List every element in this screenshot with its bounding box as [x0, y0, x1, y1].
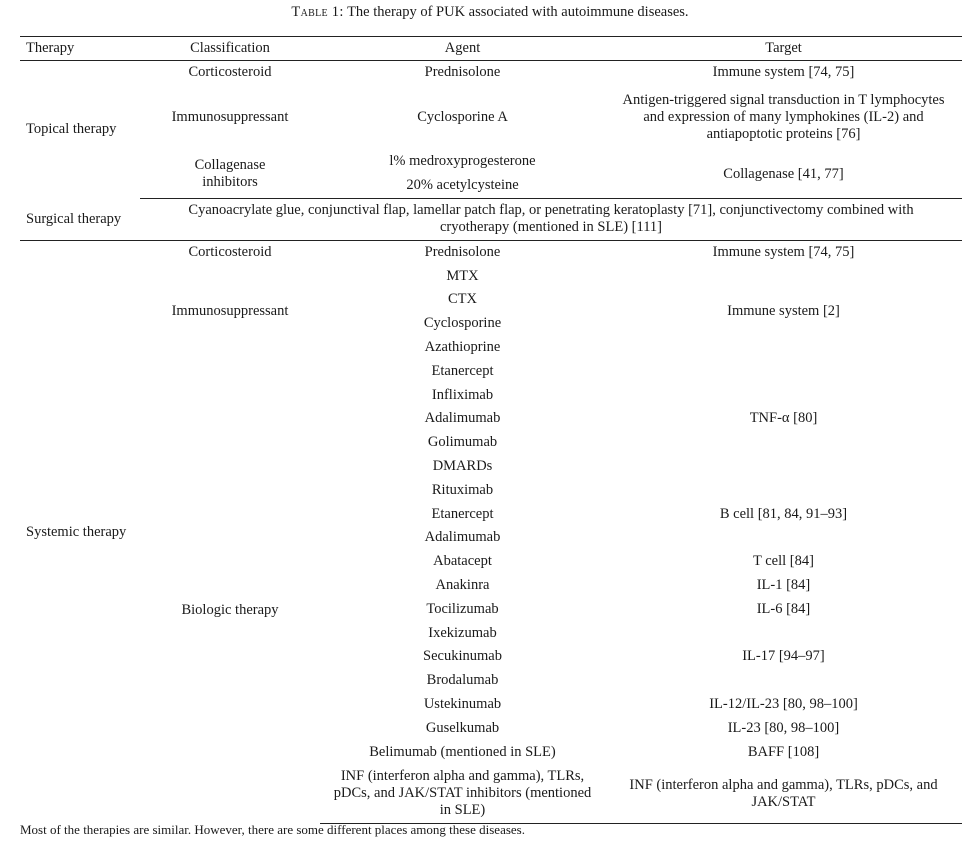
table-row	[20, 84, 962, 150]
target-cell: Immune system [74, 75]	[712, 64, 855, 81]
caption-label: Table 1:	[291, 4, 344, 20]
classification-cell: Immunosuppressant	[171, 108, 289, 125]
header-agent: Agent	[320, 37, 605, 61]
table-caption	[0, 4, 980, 21]
agent-cell: Rituximab	[431, 481, 494, 498]
therapy-cell: Systemic therapy	[26, 523, 127, 540]
agent-cell: Adalimumab	[424, 410, 501, 427]
table-row	[20, 198, 962, 240]
agent-cell: Etanercept	[431, 362, 494, 379]
header-target: Target	[605, 37, 962, 61]
target-cell: IL-12/IL-23 [80, 98–100]	[709, 695, 858, 712]
classification-cell: Immunosuppressant	[171, 303, 289, 320]
caption-text: The therapy of PUK associated with autoimmune diseases.	[347, 4, 689, 20]
agent-cell: Ustekinumab	[423, 695, 502, 712]
therapy-cell: Topical therapy	[26, 121, 117, 138]
header-row	[20, 37, 962, 61]
agent-cell: Guselkumab	[425, 719, 500, 736]
target-cell: IL-23 [80, 98–100]	[727, 719, 840, 736]
agent-cell: Prednisolone	[424, 64, 501, 81]
target-cell: Immune system [74, 75]	[712, 244, 855, 261]
therapy-cell: Surgical therapy	[20, 198, 140, 240]
surgical-description: Cyanoacrylate glue, conjunctival flap, lamellar patch flap, or penetrating keratoplasty [71], conjunctivectomy combined with cryotherapy (mentioned in SLE) [111]	[140, 198, 962, 240]
agent-cell: CTX	[448, 291, 477, 308]
classification-cell: Corticosteroid	[188, 64, 272, 81]
table-row	[20, 240, 962, 264]
target-cell: IL-1 [84]	[756, 576, 811, 593]
classification-cell: Collagenase inhibitors	[140, 150, 320, 198]
agent-cell: Prednisolone	[424, 244, 501, 261]
classification-cell: Biologic therapy	[181, 602, 279, 619]
surgical-section	[20, 198, 962, 240]
systemic-section	[20, 240, 962, 824]
agent-cell: Etanercept	[431, 505, 494, 522]
agent-cell	[320, 150, 605, 198]
table-footnote: Most of the therapies are similar. However, there are some different places among these diseases.	[20, 822, 525, 837]
agent-cell: Brodalumab	[426, 672, 499, 689]
target-cell: B cell [81, 84, 91–93]	[719, 505, 848, 522]
agent-cell: Anakinra	[435, 576, 490, 593]
header-therapy: Therapy	[20, 37, 140, 61]
target-cell: Antigen-triggered signal transduction in T lymphocytes and expression of many lymphokines (IL-2) and antiapoptotic proteins [76]	[622, 91, 945, 142]
target-cell: T cell [84]	[753, 553, 814, 570]
agent-cell: Adalimumab	[424, 529, 501, 546]
agent-item: l% medroxyprogesterone	[389, 153, 536, 170]
agent-cell: Belimumab (mentioned in SLE)	[369, 743, 556, 760]
therapy-table	[20, 36, 962, 824]
table-row	[20, 150, 962, 198]
agent-cell: Cyclosporine A	[417, 108, 508, 125]
agent-cell: INF (interferon alpha and gamma), TLRs, pDCs, and JAK/STAT inhibitors (mentioned in SLE)	[320, 764, 605, 824]
agent-cell: Azathioprine	[424, 338, 501, 355]
target-cell: BAFF [108]	[747, 743, 820, 760]
target-cell: IL-6 [84]	[756, 600, 811, 617]
classification-cell: Corticosteroid	[188, 244, 272, 261]
table-row	[20, 359, 962, 383]
target-cell: INF (interferon alpha and gamma), TLRs, pDCs, and JAK/STAT	[605, 764, 962, 824]
table-row	[20, 264, 962, 288]
agent-cell: Infliximab	[431, 386, 494, 403]
target-cell: TNF-α [80]	[749, 410, 818, 427]
topical-section	[20, 61, 962, 199]
agent-cell: Ixekizumab	[428, 624, 497, 641]
agent-cell: Abatacept	[433, 553, 492, 570]
table-row	[20, 61, 962, 85]
target-cell: Immune system [2]	[727, 303, 840, 320]
target-cell: IL-17 [94–97]	[742, 648, 825, 665]
target-cell: Collagenase [41, 77]	[605, 150, 962, 198]
agent-item: 20% acetylcysteine	[406, 177, 519, 194]
agent-cell: MTX	[446, 267, 479, 284]
agent-cell: Secukinumab	[423, 648, 502, 665]
agent-cell: Golimumab	[427, 434, 498, 451]
agent-cell: Tocilizumab	[426, 600, 499, 617]
agent-cell: Cyclosporine	[423, 315, 502, 332]
header-classification: Classification	[140, 37, 320, 61]
agent-cell: DMARDs	[432, 457, 493, 474]
